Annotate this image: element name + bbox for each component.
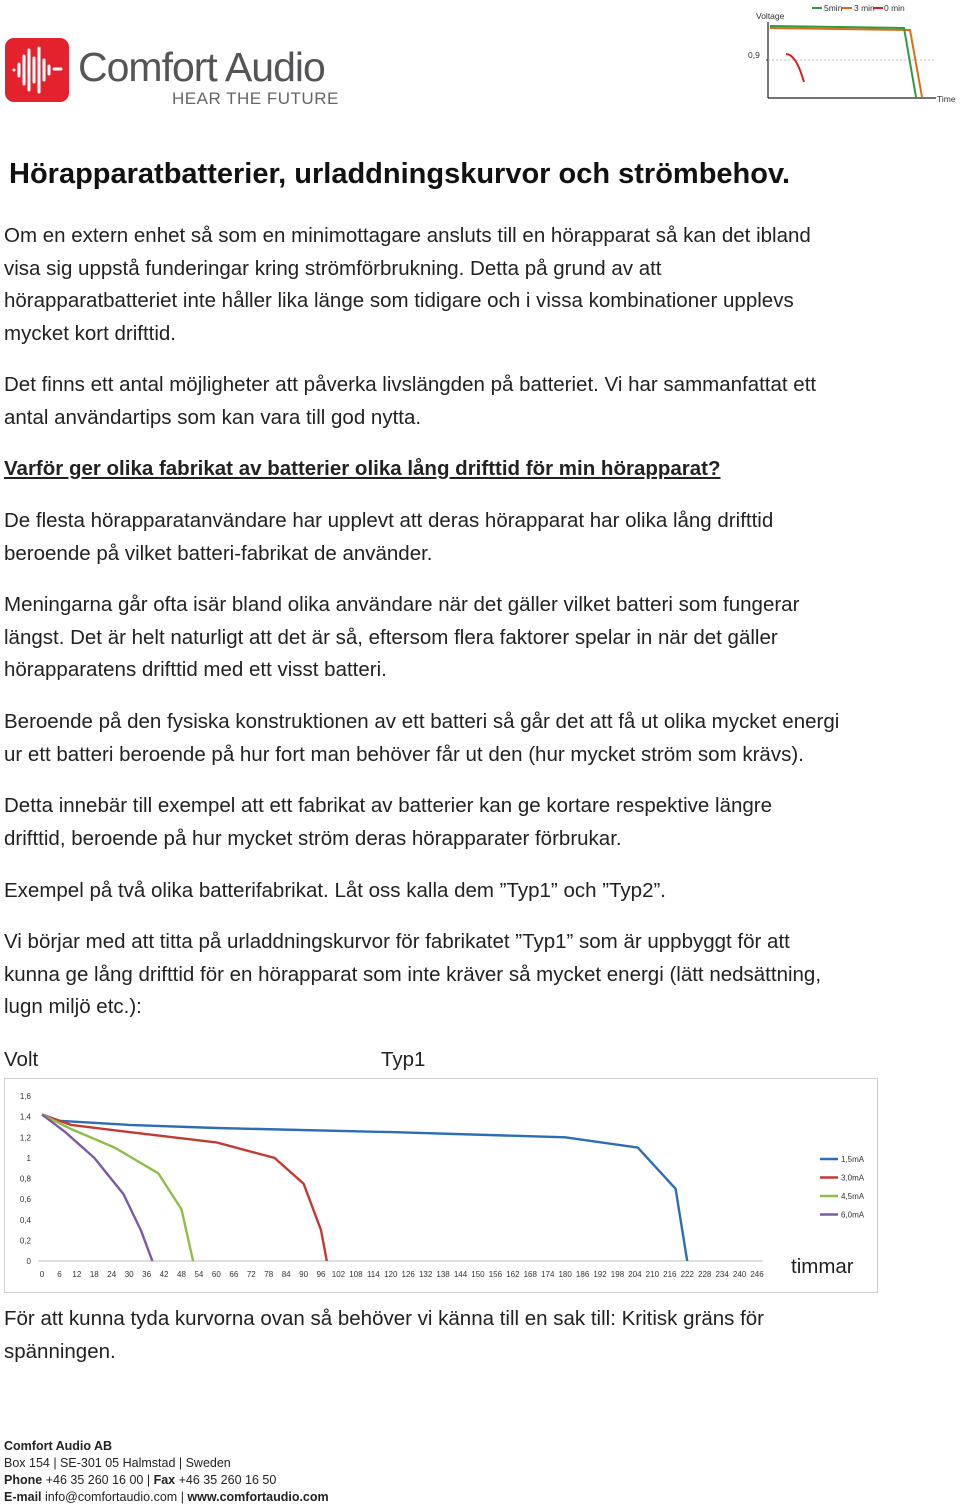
text-line: ur ett batteri beroende på hur fort man behöver får ut den (hur mycket ström som krävs). bbox=[4, 742, 804, 766]
footer-fax: +46 35 260 16 50 bbox=[178, 1473, 277, 1487]
x-tick-label: 18 bbox=[89, 1270, 99, 1279]
footer-phone-label: Phone bbox=[4, 1473, 43, 1487]
x-tick-label: 132 bbox=[418, 1270, 433, 1279]
x-tick-label: 78 bbox=[264, 1270, 274, 1279]
x-tick-label: 96 bbox=[316, 1270, 326, 1279]
x-tick-label: 90 bbox=[299, 1270, 309, 1279]
x-tick-label: 138 bbox=[436, 1270, 450, 1279]
legend-label: 3,0mA bbox=[841, 1173, 865, 1183]
x-tick-label: 222 bbox=[680, 1270, 694, 1279]
text-line: längst. Det är helt naturligt att det är så, eftersom flera faktorer spelar in när det gäller bbox=[4, 625, 778, 649]
text-line: Det finns ett antal möjligheter att påverka livslängden på batteriet. Vi har sammanfattat ett bbox=[4, 373, 817, 396]
mini-curve-0min bbox=[786, 54, 804, 82]
x-tick-label: 150 bbox=[471, 1270, 485, 1279]
y-tick-label: 0,8 bbox=[19, 1174, 31, 1184]
paragraph-opinions bbox=[4, 589, 904, 687]
series-line-1-5mA bbox=[42, 1115, 687, 1261]
paragraph-brands bbox=[4, 505, 904, 570]
x-tick-label: 198 bbox=[610, 1270, 625, 1279]
discharge-chart-svg bbox=[5, 1079, 879, 1294]
y-tick-label: 1 bbox=[26, 1153, 31, 1163]
footer-phone: +46 35 260 16 00 bbox=[45, 1473, 144, 1487]
text-line: drifttid, beroende på hur mycket ström deras hörapparater förbrukar. bbox=[4, 826, 622, 850]
legend-label: 6,0mA bbox=[841, 1210, 865, 1220]
x-tick-label: 6 bbox=[57, 1270, 62, 1279]
x-tick-label: 246 bbox=[750, 1270, 764, 1279]
x-tick-label: 102 bbox=[331, 1270, 346, 1279]
x-tick-label: 30 bbox=[124, 1270, 134, 1279]
x-tick-label: 48 bbox=[177, 1270, 186, 1279]
paragraph-intro bbox=[4, 220, 904, 351]
text-line: Beroende på den fysiska konstruktionen av ett batteri så går det att få ut olika mycket energi bbox=[4, 710, 840, 733]
paragraph-critical bbox=[4, 1303, 904, 1368]
x-tick-label: 174 bbox=[541, 1270, 555, 1279]
y-tick-label: 1,2 bbox=[19, 1133, 31, 1143]
x-tick-label: 240 bbox=[732, 1270, 747, 1279]
mini-x-label: Time bbox=[937, 94, 956, 104]
x-tick-label: 0 bbox=[39, 1270, 45, 1279]
y-tick-label: 0,4 bbox=[19, 1215, 31, 1225]
x-tick-label: 216 bbox=[663, 1270, 677, 1279]
x-tick-label: 114 bbox=[366, 1270, 380, 1279]
mini-legend-3min: 3 min bbox=[854, 3, 875, 13]
footer: Comfort Audio AB Box 154 | SE-301 05 Halmstad | Sweden Phone +46 35 260 16 00 | Fax +46 35 260 16 50 E-mail info@comfortaudio.com | www.comfortaudio.com bbox=[4, 1439, 329, 1504]
x-tick-label: 156 bbox=[488, 1270, 503, 1279]
x-tick-label: 210 bbox=[645, 1270, 660, 1279]
x-tick-label: 60 bbox=[211, 1270, 221, 1279]
mini-y-label: Voltage bbox=[756, 11, 785, 21]
x-tick-label: 234 bbox=[715, 1270, 729, 1279]
y-tick-label: 0,2 bbox=[19, 1236, 31, 1246]
text-line: hörapparatbatteriet inte håller lika länge som tidigare och i vissa kombinationer upplevs bbox=[4, 289, 794, 313]
x-tick-label: 192 bbox=[593, 1270, 607, 1279]
text-line: beroende på vilket batteri-fabrikat de använder. bbox=[4, 541, 433, 565]
text-line: mycket kort drifttid. bbox=[4, 322, 177, 346]
chart-y-unit: Volt bbox=[4, 1048, 39, 1071]
chart-title: Typ1 bbox=[381, 1048, 426, 1071]
y-tick-label: 1,6 bbox=[19, 1092, 31, 1101]
x-tick-label: 12 bbox=[72, 1270, 82, 1279]
header-voltage-chart bbox=[740, 0, 960, 108]
footer-website-link[interactable]: www.comfortaudio.com bbox=[187, 1490, 329, 1504]
x-tick-label: 180 bbox=[558, 1270, 572, 1279]
comfort-audio-logo-icon bbox=[5, 38, 69, 102]
x-tick-label: 228 bbox=[698, 1270, 712, 1279]
x-tick-label: 108 bbox=[349, 1270, 363, 1279]
text-line: antal användartips som kan vara till god nytta. bbox=[4, 405, 422, 429]
x-tick-label: 72 bbox=[246, 1270, 256, 1279]
series-line-6-0mA bbox=[42, 1115, 152, 1261]
paragraph-construction bbox=[4, 706, 904, 771]
x-tick-label: 42 bbox=[159, 1270, 169, 1279]
x-tick-label: 186 bbox=[575, 1270, 590, 1279]
x-tick-label: 144 bbox=[453, 1270, 468, 1279]
legend-label: 4,5mA bbox=[841, 1192, 865, 1201]
footer-address: Box 154 | SE-301 05 Halmstad | Sweden bbox=[4, 1456, 231, 1470]
mini-legend-0min: 0 min bbox=[884, 3, 905, 13]
mini-curve-3min bbox=[770, 28, 922, 97]
y-tick-label: 0,6 bbox=[19, 1195, 31, 1205]
paragraph-example bbox=[4, 790, 904, 855]
page-title: Hörapparatbatterier, urladdningskurvor och strömbehov. bbox=[9, 158, 791, 190]
x-tick-label: 36 bbox=[142, 1270, 152, 1279]
x-tick-label: 126 bbox=[401, 1270, 415, 1279]
discharge-chart bbox=[4, 1078, 878, 1293]
x-tick-label: 66 bbox=[229, 1270, 239, 1279]
text-line: Detta innebär till exempel att ett fabrikat av batterier kan ge kortare respektive längre bbox=[4, 794, 773, 817]
x-tick-label: 84 bbox=[281, 1270, 291, 1279]
footer-email-link[interactable]: info@comfortaudio.com bbox=[45, 1490, 178, 1504]
text-line: Vi börjar med att titta på urladdningskurvor för fabrikatet ”Typ1” som är uppbyggt för att bbox=[4, 930, 790, 953]
text-line: Meningarna går ofta isär bland olika användare när det gäller vilket batteri som fungerar bbox=[4, 593, 800, 616]
paragraph-typ1 bbox=[4, 926, 904, 1024]
mini-legend-5min: 5min bbox=[824, 3, 843, 13]
footer-fax-label: Fax bbox=[153, 1473, 176, 1487]
text-line: lugn miljö etc.): bbox=[4, 995, 142, 1019]
legend-label: 1,5mA bbox=[841, 1155, 865, 1164]
paragraph-two-brands: Exempel på två olika batterifabrikat. Låt oss kalla dem ”Typ1” och ”Typ2”. bbox=[4, 879, 666, 902]
x-tick-label: 204 bbox=[628, 1270, 642, 1279]
mini-curve-5min bbox=[770, 26, 916, 97]
x-tick-label: 24 bbox=[107, 1270, 117, 1279]
text-line: hörapparatens drifttid med ett visst batteri. bbox=[4, 658, 387, 682]
x-tick-label: 162 bbox=[506, 1270, 520, 1279]
brand-name: Comfort Audio bbox=[78, 44, 325, 90]
series-line-3-0mA bbox=[42, 1115, 327, 1261]
text-line: kunna ge lång drifttid för en hörapparat som inte kräver så mycket energi (lätt nedsättning, bbox=[4, 962, 822, 986]
text-line: De flesta hörapparatanvändare har upplevt att deras hörapparat har olika lång drifttid bbox=[4, 509, 774, 532]
text-line: Om en extern enhet så som en minimottagare ansluts till en hörapparat så kan det ibland bbox=[4, 224, 811, 247]
footer-company: Comfort Audio AB bbox=[4, 1439, 113, 1453]
brand-tagline: HEAR THE FUTURE bbox=[172, 89, 339, 108]
paragraph-tips bbox=[4, 369, 904, 434]
x-tick-label: 54 bbox=[194, 1270, 204, 1279]
footer-email-label: E-mail bbox=[4, 1490, 42, 1504]
y-tick-label: 0 bbox=[26, 1257, 31, 1266]
y-tick-label: 1,4 bbox=[19, 1112, 31, 1122]
section-heading: Varför ger olika fabrikat av batterier olika lång drifttid för min hörapparat? bbox=[4, 457, 721, 480]
x-tick-label: 168 bbox=[523, 1270, 537, 1279]
text-line: spänningen. bbox=[4, 1339, 116, 1363]
text-line: visa sig uppstå funderingar kring strömförbrukning. Detta på grund av att bbox=[4, 256, 662, 280]
text-line: För att kunna tyda kurvorna ovan så behöver vi känna till en sak till: Kritisk gräns för bbox=[4, 1307, 765, 1330]
chart-x-unit: timmar bbox=[791, 1255, 854, 1278]
x-tick-label: 120 bbox=[384, 1270, 398, 1279]
mini-tick-label: 0,9 bbox=[748, 50, 760, 60]
